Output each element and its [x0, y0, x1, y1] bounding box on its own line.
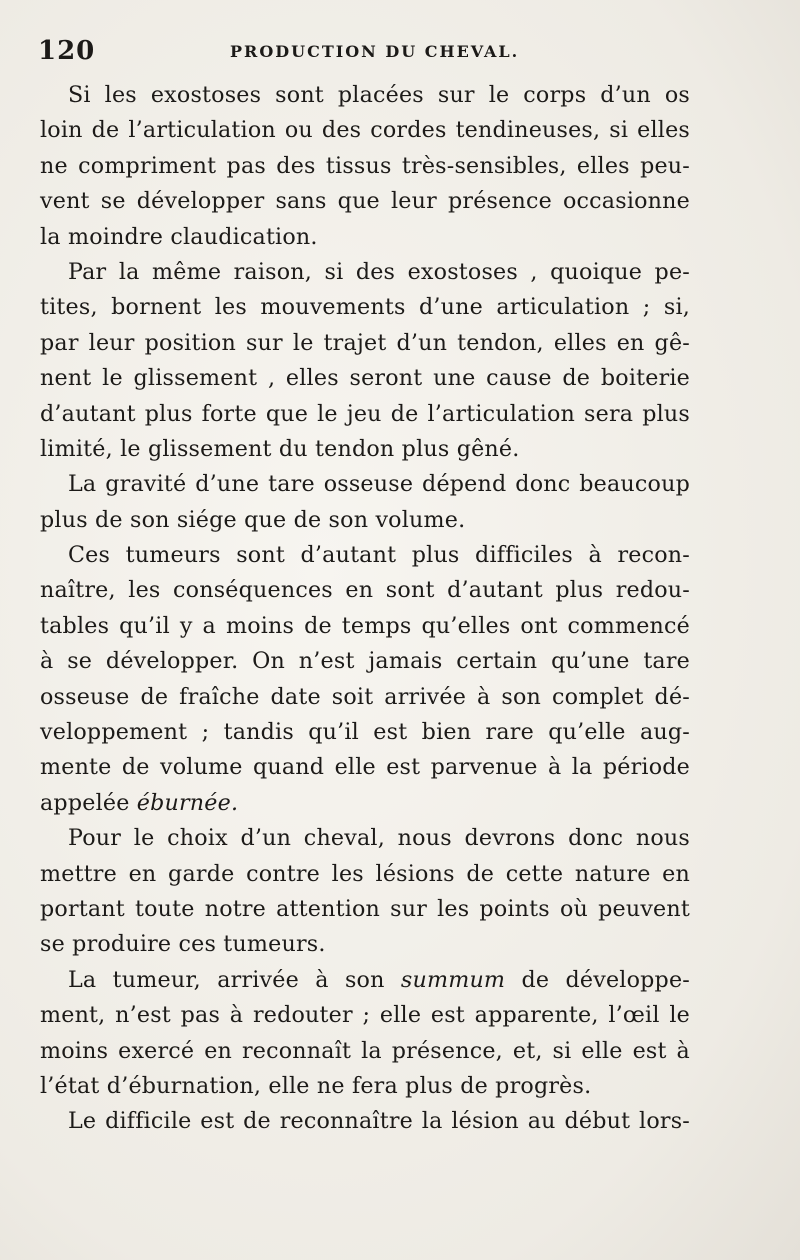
text-line: [40, 467, 690, 502]
text-line: [40, 361, 690, 396]
line-text: La tumeur, arrivée à son: [68, 966, 401, 993]
text-line: [40, 538, 690, 573]
line-text: mente de volume quand elle est parvenue à la période: [40, 754, 690, 781]
line-text: d’autant plus forte que le jeu de l’articulation sera plus: [40, 400, 690, 427]
text-line: [40, 892, 690, 927]
line-text: nent le glissement , elles seront une cause de boiterie: [40, 365, 690, 392]
text-line: [40, 290, 690, 325]
text-line: [40, 750, 690, 785]
text-line: [40, 1069, 690, 1104]
text-line: [40, 963, 690, 998]
text-line: [40, 715, 690, 750]
text-line: [40, 644, 690, 679]
line-text: Le difficile est de reconnaître la lésion au début lors-: [68, 1108, 690, 1135]
running-title: PRODUCTION DU CHEVAL.: [230, 42, 520, 61]
line-text: naître, les conséquences en sont d’autant plus redou-: [40, 577, 690, 604]
line-text: par leur position sur le trajet d’un tendon, elles en gê-: [40, 329, 690, 356]
line-text: portant toute notre attention sur les points où peuvent: [40, 895, 690, 922]
line-text-continued: de développe-: [505, 966, 690, 993]
line-text: Pour le choix d’un cheval, nous devrons donc nous: [68, 825, 690, 852]
running-head: [38, 36, 698, 66]
body-text: [40, 78, 690, 1140]
line-text: appelée: [40, 789, 137, 816]
line-text: Si les exostoses sont placées sur le corps d’un os: [68, 82, 690, 108]
text-line: [40, 326, 690, 361]
text-line: [40, 78, 690, 113]
text-line: [40, 821, 690, 856]
text-line: [40, 149, 690, 184]
italic-term: éburnée.: [136, 789, 239, 816]
line-text: tables qu’il y a moins de temps qu’elles ont commencé: [40, 612, 690, 639]
text-line: [40, 1034, 690, 1069]
text-line: [40, 609, 690, 644]
line-text: plus de son siége que de son volume.: [40, 506, 466, 533]
page-number: 120: [38, 36, 96, 66]
text-line: [40, 184, 690, 219]
line-text: limité, le glissement du tendon plus gêné.: [40, 435, 520, 462]
text-line: [40, 680, 690, 715]
text-line: [40, 573, 690, 608]
line-text: osseuse de fraîche date soit arrivée à son complet dé-: [40, 683, 690, 710]
line-text: vent se développer sans que leur présence occasionne: [40, 188, 690, 215]
text-line: [40, 397, 690, 432]
line-text: ne compriment pas des tissus très-sensibles, elles peu-: [40, 152, 690, 179]
text-line: [40, 432, 690, 467]
line-text: se produire ces tumeurs.: [40, 931, 326, 958]
text-line: [40, 220, 690, 255]
text-line: [40, 255, 690, 290]
line-text: moins exercé en reconnaît la présence, et, si elle est à: [40, 1037, 690, 1064]
line-text: Ces tumeurs sont d’autant plus difficiles à recon-: [68, 542, 690, 569]
line-text: veloppement ; tandis qu’il est bien rare qu’elle aug-: [40, 719, 690, 746]
text-line: [40, 786, 690, 821]
text-line: [40, 927, 690, 962]
line-text: La gravité d’une tare osseuse dépend donc beaucoup: [68, 471, 690, 498]
line-text: ment, n’est pas à redouter ; elle est apparente, l’œil le: [40, 1002, 690, 1029]
text-line: [40, 113, 690, 148]
line-text: tites, bornent les mouvements d’une articulation ; si,: [40, 294, 690, 321]
italic-term: summum: [400, 966, 506, 993]
text-line: [40, 998, 690, 1033]
line-text: Par la même raison, si des exostoses , quoique pe-: [68, 258, 690, 285]
line-text: à se développer. On n’est jamais certain qu’une tare: [40, 648, 690, 675]
text-line: [40, 1104, 690, 1139]
line-text: loin de l’articulation ou des cordes tendineuses, si elles: [40, 117, 690, 144]
line-text: la moindre claudication.: [40, 223, 318, 250]
line-text: mettre en garde contre les lésions de cette nature en: [40, 860, 690, 887]
text-line: [40, 503, 690, 538]
text-line: [40, 857, 690, 892]
line-text: l’état d’éburnation, elle ne fera plus de progrès.: [40, 1072, 592, 1099]
